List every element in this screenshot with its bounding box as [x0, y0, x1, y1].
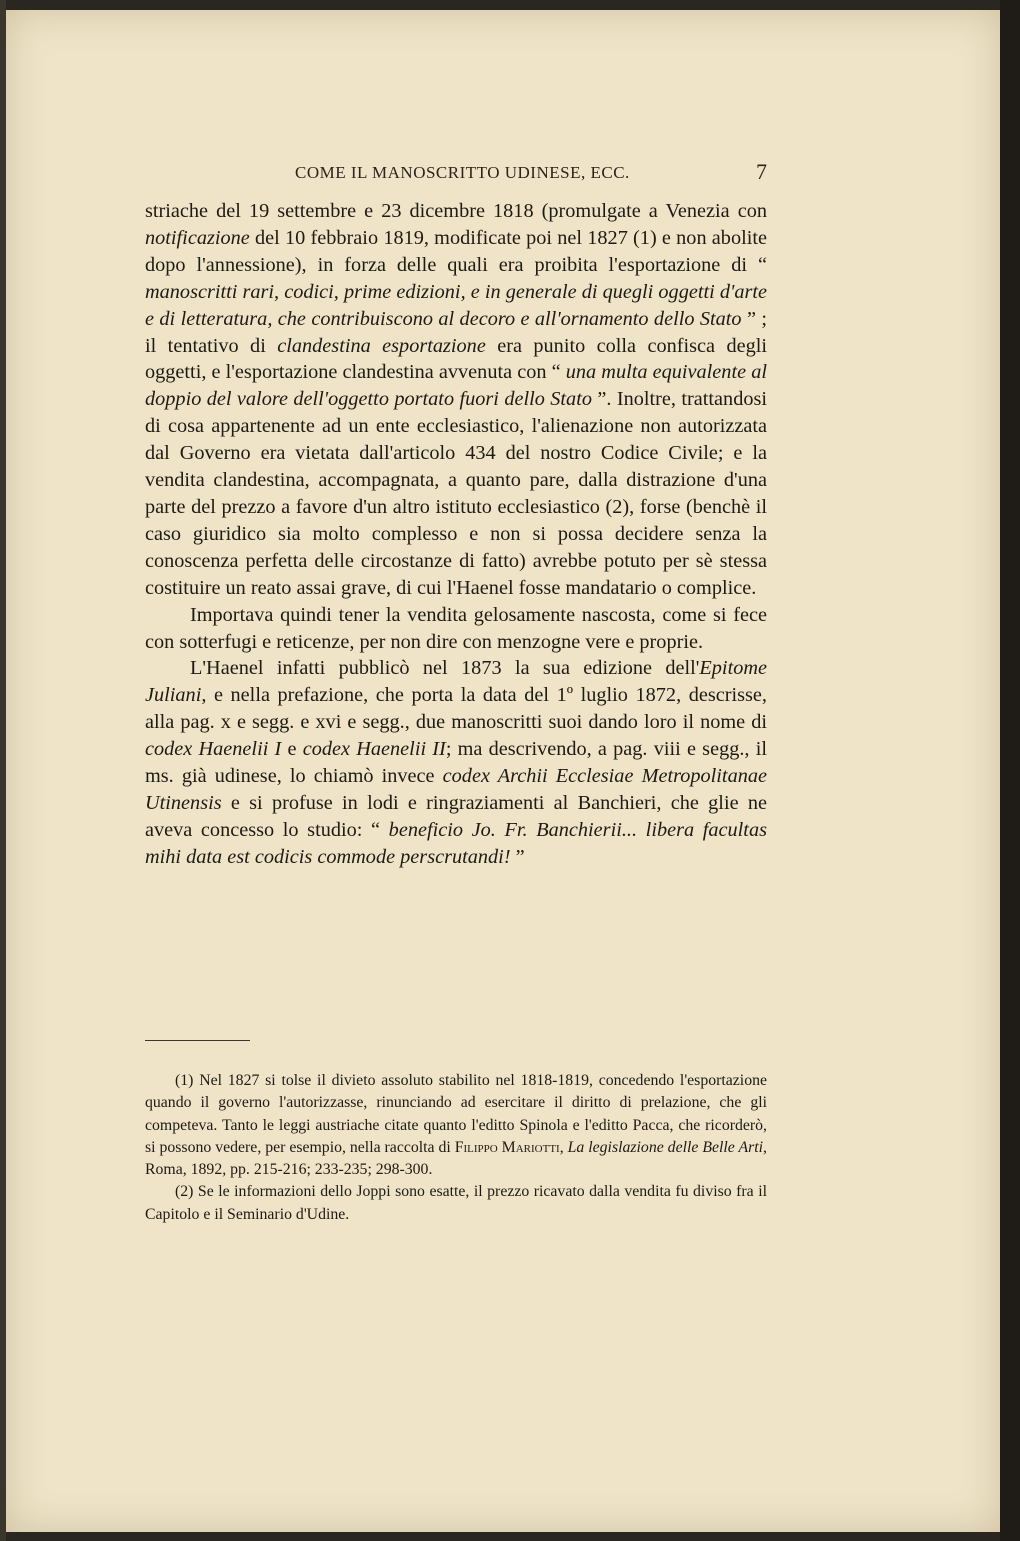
page-header — [145, 159, 767, 189]
paragraph-3 — [145, 655, 767, 870]
footnotes — [145, 1070, 767, 1226]
text-run: ” ; il tentativo di — [145, 307, 768, 357]
text-run: era punito colla confisca degli oggetti, e l'esportazione clandestina avvenuta con “ — [145, 334, 767, 384]
text-run: e — [281, 738, 303, 761]
footnote-2: (2) Se le informazioni dello Joppi sono esatte, il prezzo ricavato dalla vendita fu diviso fra il Capitolo e il Seminario d'Udine. — [145, 1183, 767, 1223]
text-run: , — [559, 1138, 568, 1156]
italic-run: Epitome Juliani — [145, 657, 767, 707]
text-run: L'Haenel infatti pubblicò nel 1873 la sua edizione dell' — [190, 657, 700, 680]
italic-quote: beneficio Jo. Fr. Banchierii... libera facultas mihi data est codicis commode perscrutandi! — [145, 818, 767, 868]
text-run: del 10 febbraio 1819, modificate poi nel 1827 (1) e non abolite dopo l'annessione), in forza delle quali era proibita l'esportazione di “ — [145, 226, 767, 276]
text-run: (1) Nel 1827 si tolse il divieto assoluto stabilito nel 1818-1819, concedendo l'esportazione quando il governo l'autorizzasse, rinunciando ad esercitare il diritto di prelazione, che gli competeva. Tanto le leggi austriache citate quanto l'editto Spinola e l'editto Pacca, che ricorderò, si possono vedere, per esempio, nella raccolta di — [145, 1072, 767, 1156]
text-run: ”. Inoltre, trattandosi di cosa appartenente ad un ente ecclesiastico, l'alienazione non autorizzata dal Governo era vietata dall'articolo 434 del nostro Codice Civile; e la vendita clandestina, accompagnata, a quanto pare, dalla distrazione d'una parte del prezzo a favore d'un altro istituto ecclesiastico (2), forse (benchè il caso giuridico sia molto complesso e non si possa decidere senza la conoscenza perfetta delle circostanze di fatto) avrebbe potuto per sè stessa costituire un reato assai grave, di cui l'Haenel fosse mandatario o complice. — [145, 388, 767, 599]
text-run: striache del 19 settembre e 23 dicembre 1818 (promulgate a Venezia con — [145, 200, 767, 222]
italic-run: clandestina esportazione — [277, 334, 486, 357]
paragraph-2: Importava quindi tener la vendita gelosamente nascosta, come si fece con sotterfugi e reticenze, per non dire con menzogne vere e proprie. — [145, 603, 767, 653]
main-text — [145, 198, 767, 871]
text-run: e si profuse in lodi e ringraziamenti al Banchieri, che glie ne aveva concesso lo studio: “ — [145, 791, 767, 841]
page-number: 7 — [756, 159, 767, 184]
text-run: ” — [510, 845, 525, 868]
italic-run: codex Archii Ecclesiae Metropolitanae Utinensis — [145, 765, 767, 814]
footnote-1 — [145, 1070, 767, 1181]
scan-right-edge — [1000, 0, 1020, 1541]
book-title: La legislazione delle Belle Arti — [567, 1138, 764, 1156]
footnote-rule — [145, 1040, 250, 1041]
italic-run: codex Haenelii I — [145, 738, 282, 761]
running-head: COME IL MANOSCRITTO UDINESE, ECC. — [295, 163, 630, 182]
italic-run: codex Haenelii II — [302, 738, 446, 761]
text-run: , e nella prefazione, che porta la data del 1º luglio 1872, descrisse, alla pag. x e segg. e xvi e segg., due manoscritti suoi dando loro il nome di — [145, 684, 767, 734]
italic-quote: manoscritti rari, codici, prime edizioni, e in generale di quegli oggetti d'arte e di letteratura, che contribuiscono al decoro e all'ornamento dello Stato — [145, 280, 767, 330]
author-name: Filippo Mariotti — [454, 1138, 560, 1156]
text-run: , Roma, 1892, pp. 215-216; 233-235; 298-300. — [145, 1138, 767, 1179]
paragraph-1 — [145, 198, 767, 602]
italic-quote: una multa equivalente al doppio del valore dell'oggetto portato fuori dello Stato — [145, 361, 767, 411]
text-run: ; ma descrivendo, a pag. viii e segg., il ms. già udinese, lo chiamò invece — [145, 738, 767, 788]
italic-run: notificazione — [145, 226, 250, 249]
